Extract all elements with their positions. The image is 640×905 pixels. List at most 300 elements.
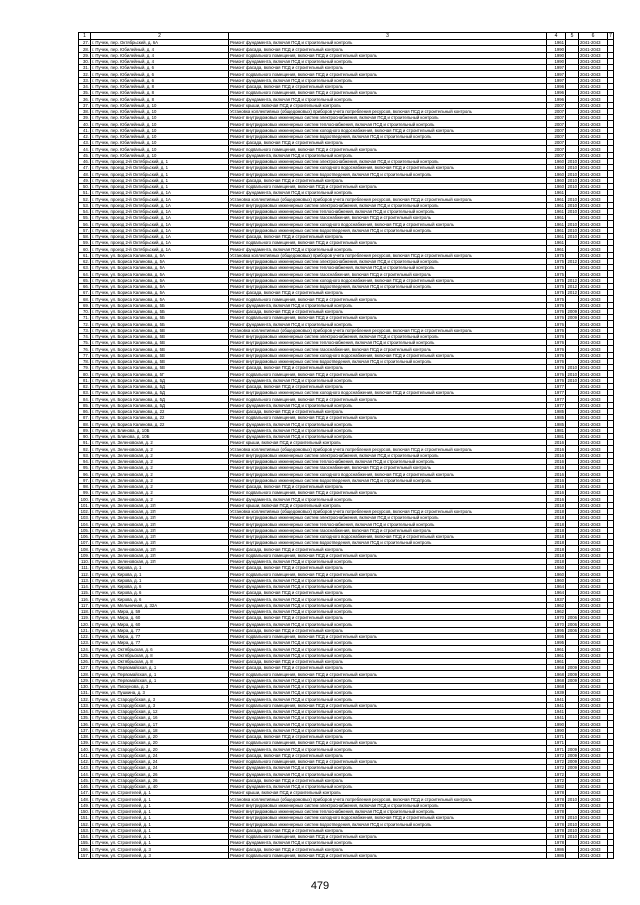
planned-period-cell: 2041-2043 [579, 490, 608, 496]
planned-period-cell: 2041-2043 [579, 627, 608, 633]
address-cell: г. Пучеж, ул. Зеленовская, д. 2 [91, 483, 229, 489]
planned-period-cell: 2041-2043 [579, 365, 608, 371]
build-year-cell: 1990 [547, 58, 566, 64]
build-year-cell: 1976 [547, 321, 566, 327]
planned-period-cell: 2041-2043 [579, 477, 608, 483]
build-year-cell: 2007 [547, 115, 566, 121]
planned-period-cell: 2041-2043 [579, 502, 608, 508]
work-type-cell: Ремонт внутридомовых инженерных систем водоотведения, включая ПСД и строительный контроль [229, 283, 547, 289]
planned-period-cell: 2041-2043 [579, 615, 608, 621]
planned-period-cell: 2041-2043 [579, 290, 608, 296]
last-repair-year-cell [566, 852, 579, 858]
address-cell: г. Пучеж, проезд 2-й Октябрьский, д. 1 [91, 158, 229, 164]
planned-period-cell: 2041-2043 [579, 596, 608, 602]
planned-period-cell: 2041-2043 [579, 852, 608, 858]
address-cell: г. Пучеж, ул. Бориса Калинова, д. 5В [91, 327, 229, 333]
work-type-cell: Ремонт фундамента, включая ПСД и строительный контроль [229, 727, 547, 733]
build-year-cell: 1961 [547, 658, 566, 664]
row-number: 125. [79, 652, 91, 658]
row-number: 37. [79, 102, 91, 108]
planned-period-cell: 2041-2043 [579, 777, 608, 783]
row-number: 157. [79, 852, 91, 858]
build-year-cell: 1976 [547, 340, 566, 346]
work-type-cell: Ремонт крыши, включая ПСД и строительный контроль [229, 102, 547, 108]
address-cell: г. Пучеж, пер. Юбилейный, д. 4 [91, 52, 229, 58]
row-number: 31. [79, 65, 91, 71]
last-repair-year-cell: 2010 [567, 815, 577, 821]
work-type-cell: Ремонт подвального помещения, включая ПСД и строительный контроль [229, 296, 547, 302]
row-number: 111. [79, 565, 91, 571]
work-type-cell: Ремонт подвального помещения, включая ПСД и строительный контроль [229, 415, 547, 421]
work-type-cell: Ремонт внутридомовых инженерных систем электроснабжения, включая ПСД и строительный контроль [229, 258, 547, 264]
row-number: 93. [79, 452, 91, 458]
build-year-cell: 1977 [547, 390, 566, 396]
build-year-cell: 1961 [547, 215, 566, 221]
address-cell: г. Пучеж, пер. Юбилейный, д. 10 [91, 152, 229, 158]
planned-period-cell: 2041-2043 [579, 721, 608, 727]
work-type-cell: Ремонт внутридомовых инженерных систем электроснабжения, включая ПСД и строительный контроль [229, 333, 547, 339]
row-number: 58. [79, 233, 91, 239]
row-number: 124. [79, 646, 91, 652]
row-number: 115. [79, 590, 91, 596]
build-year-cell: 1978 [547, 827, 566, 833]
row-number: 127. [79, 665, 91, 671]
row-number: 55. [79, 215, 91, 221]
work-type-cell: Ремонт крыши, включая ПСД и строительный контроль [229, 440, 547, 446]
planned-period-cell: 2041-2043 [579, 827, 608, 833]
row-number: 107. [79, 540, 91, 546]
build-year-cell: 1976 [547, 315, 566, 321]
address-cell: г. Пучеж, ул. Бориса Калинова, д. 5Д [91, 396, 229, 402]
address-cell: г. Пучеж, ул. Стародубская, д. 17 [91, 721, 229, 727]
build-year-cell: 1941 [547, 708, 566, 714]
planned-period-cell: 2041-2043 [579, 108, 608, 114]
work-type-cell: Ремонт фасада, включая ПСД и строительный контроль [229, 546, 547, 552]
build-year-cell: 1960 [547, 577, 566, 583]
work-type-cell: Ремонт фасада, включая ПСД и строительный контроль [229, 665, 547, 671]
work-type-cell: Ремонт фундамента, включая ПСД и строительный контроль [229, 771, 547, 777]
build-year-cell: 2018 [547, 527, 566, 533]
row-number: 133. [79, 702, 91, 708]
build-year-cell: 1960 [547, 177, 566, 183]
planned-period-cell: 2041-2043 [579, 540, 608, 546]
planned-period-cell: 2041-2043 [579, 146, 608, 152]
build-year-cell: 1968 [547, 665, 566, 671]
work-type-cell: Ремонт фундамента, включая ПСД и строительный контроль [229, 690, 547, 696]
row-number: 123. [79, 640, 91, 646]
planned-period-cell: 2041-2043 [579, 771, 608, 777]
planned-period-cell: 2041-2043 [579, 240, 608, 246]
planned-period-cell: 2041-2043 [579, 527, 608, 533]
address-cell: г. Пучеж, проезд 2-й Октябрьский, д. 1А [91, 215, 229, 221]
work-type-cell: Ремонт фундамента, включая ПСД и строительный контроль [229, 765, 547, 771]
row-number: 39. [79, 115, 91, 121]
row-number: 30. [79, 58, 91, 64]
last-repair-year-cell: 2009 [567, 752, 577, 758]
address-cell: г. Пучеж, ул. Зеленовская, д. 2 [91, 458, 229, 464]
address-cell: г. Пучеж, пер. Юбилейный, д. 8 [91, 96, 229, 102]
planned-period-cell: 2041-2043 [579, 508, 608, 514]
build-year-cell: 1962 [547, 608, 566, 614]
work-type-cell: Ремонт подвального помещения, включая ПСД и строительный контроль [229, 146, 547, 152]
work-type-cell: Ремонт подвального помещения, включая ПСД и строительный контроль [229, 852, 547, 858]
row-number: 80. [79, 371, 91, 377]
address-cell: г. Пучеж, ул. Бориса Калинова, д. 5В [91, 365, 229, 371]
address-cell: г. Пучеж, ул. Кирова, д. 1 [91, 577, 229, 583]
build-year-cell: 1977 [547, 383, 566, 389]
build-year-cell: 1961 [547, 221, 566, 227]
last-repair-year-cell: 2012 [567, 259, 577, 264]
build-year-cell: 1939 [547, 690, 566, 696]
row-number: 76. [79, 346, 91, 352]
build-year-cell: 1961 [547, 246, 566, 252]
planned-period-cell: 2041-2043 [579, 352, 608, 358]
address-cell: г. Пучеж, ул. Стародубская, д. 12 [91, 708, 229, 714]
planned-period-cell: 2041-2043 [579, 52, 608, 58]
planned-period-cell: 2041-2043 [579, 296, 608, 302]
address-cell: г. Пучеж, ул. Строителей, д. 1 [91, 821, 229, 827]
build-year-cell: 1964 [547, 583, 566, 589]
work-type-cell: Ремонт внутридомовых инженерных систем холодного водоснабжения, включая ПСД и строительный контроль [229, 221, 547, 227]
work-type-cell: Ремонт внутридомовых инженерных систем водоотведения, включая ПСД и строительный контроль [229, 227, 547, 233]
build-year-cell: 1970 [547, 615, 566, 621]
work-type-cell: Ремонт фундамента, включая ПСД и строительный контроль [229, 746, 547, 752]
last-repair-year-cell: 2009 [567, 665, 577, 671]
build-year-cell: 1976 [547, 371, 566, 377]
work-type-cell: Ремонт фасада, включая ПСД и строительный контроль [229, 383, 547, 389]
work-type-cell: Ремонт фасада, включая ПСД и строительный контроль [229, 177, 547, 183]
work-type-cell: Ремонт фундамента, включая ПСД и строительный контроль [229, 577, 547, 583]
address-cell: г. Пучеж, ул. Бориса Калинова, д. 5А [91, 283, 229, 289]
row-number: 97. [79, 477, 91, 483]
address-cell: г. Пучеж, ул. Бориса Калинова, д. 5А [91, 296, 229, 302]
build-year-cell: 1961 [547, 202, 566, 208]
planned-period-cell: 2041-2043 [579, 421, 608, 427]
row-number: 66. [79, 283, 91, 289]
build-year-cell: 1982 [547, 783, 566, 789]
address-cell: г. Пучеж, проезд 2-й Октябрьский, д. 1А [91, 190, 229, 196]
planned-period-cell: 2041-2043 [579, 677, 608, 683]
row-number: 137. [79, 727, 91, 733]
work-type-cell: Ремонт фасада, включая ПСД и строительный контроль [229, 590, 547, 596]
last-repair-year-cell: 2010 [567, 796, 577, 802]
build-year-cell: 1961 [547, 196, 566, 202]
build-year-cell: 1985 [547, 421, 566, 427]
planned-period-cell: 2041-2043 [579, 652, 608, 658]
address-cell: г. Пучеж, ул. Зеленовская, д. 2Л [91, 515, 229, 521]
row-number: 140. [79, 746, 91, 752]
address-cell: г. Пучеж, пер. Юбилейный, д. 10 [91, 146, 229, 152]
planned-period-cell: 2041-2043 [579, 252, 608, 258]
row-number: 46. [79, 158, 91, 164]
work-type-cell: Ремонт фасада, включая ПСД и строительный контроль [229, 565, 547, 571]
work-type-cell: Ремонт подвального помещения, включая ПСД и строительный контроль [229, 702, 547, 708]
last-repair-year-cell: 2012 [567, 284, 577, 289]
work-type-cell: Ремонт фасада, включая ПСД и строительный контроль [229, 615, 547, 621]
work-type-cell: Ремонт подвального помещения, включая ПСД и строительный контроль [229, 52, 547, 58]
work-type-cell: Ремонт внутридомовых инженерных систем газоснабжения, включая ПСД и строительный контроль [229, 215, 547, 221]
row-number: 102. [79, 508, 91, 514]
build-year-cell: 2018 [547, 508, 566, 514]
row-number: 82. [79, 383, 91, 389]
address-cell: г. Пучеж, пер. Юбилейный, д. 6 [91, 65, 229, 71]
address-cell: г. Пучеж, проезд 2-й Октябрьский, д. 1 [91, 165, 229, 171]
row-number: 147. [79, 790, 91, 796]
build-year-cell: 1986 [547, 852, 566, 858]
work-type-cell: Ремонт фундамента, включая ПСД и строительный контроль [229, 783, 547, 789]
address-cell: г. Пучеж, ул. Строителей, д. 1 [91, 840, 229, 846]
planned-period-cell: 2041-2043 [579, 515, 608, 521]
build-year-cell: 2007 [547, 133, 566, 139]
address-cell: г. Пучеж, пер. Юбилейный, д. 10 [91, 121, 229, 127]
build-year-cell: 1995 [547, 633, 566, 639]
planned-period-cell: 2041-2043 [579, 690, 608, 696]
row-number: 33. [79, 77, 91, 83]
planned-period-cell: 2041-2043 [579, 727, 608, 733]
work-type-cell: Ремонт фундамента, включая ПСД и строительный контроль [229, 246, 547, 252]
row-number: 57. [79, 227, 91, 233]
row-number: 29. [79, 52, 91, 58]
row-number: 52. [79, 196, 91, 202]
last-repair-year-cell: 2010 [567, 227, 577, 233]
work-type-cell: Ремонт подвального помещения, включая ПСД и строительный контроль [229, 740, 547, 746]
work-type-cell: Установка коллективных (общедомовых) приборов учета потребления ресурсов, включая ПСД и строительный контроль [229, 327, 547, 333]
build-year-cell: 1961 [547, 233, 566, 239]
planned-period-cell: 2041-2043 [579, 696, 608, 702]
build-year-cell: 2016 [547, 490, 566, 496]
row-number: 143. [79, 765, 91, 771]
address-cell: г. Пучеж, ул. Бориса Калинова, д. 22 [91, 415, 229, 421]
planned-period-cell: 2041-2043 [579, 402, 608, 408]
row-number: 50. [79, 183, 91, 189]
row-number: 79. [79, 365, 91, 371]
row-number: 130. [79, 683, 91, 689]
address-cell: г. Пучеж, ул. Бориса Калинова, д. 5А [91, 277, 229, 283]
work-type-cell: Ремонт фундамента, включая ПСД и строительный контроль [229, 321, 547, 327]
address-cell: г. Пучеж, ул. Мира, д. 77 [91, 627, 229, 633]
row-number: 71. [79, 315, 91, 321]
planned-period-cell: 2041-2043 [579, 246, 608, 252]
work-type-cell: Ремонт фундамента, включая ПСД и строительный контроль [229, 496, 547, 502]
header-col-5: 5 [566, 33, 579, 40]
last-repair-year-cell: 2010 [567, 209, 577, 214]
planned-period-cell: 2041-2043 [579, 802, 608, 808]
build-year-cell: 2018 [547, 515, 566, 521]
build-year-cell: 1976 [547, 302, 566, 308]
address-cell: г. Пучеж, ул. Бориса Калинова, д. 22 [91, 421, 229, 427]
address-cell: г. Пучеж, ул. Кирова, д. 1 [91, 571, 229, 577]
planned-period-cell: 2041-2043 [579, 796, 608, 802]
row-number: 90. [79, 433, 91, 439]
row-number: 100. [79, 496, 91, 502]
row-number: 67. [79, 290, 91, 296]
work-type-cell: Ремонт фундамента, включая ПСД и строительный контроль [229, 602, 547, 608]
planned-period-cell: 2041-2043 [579, 315, 608, 321]
work-type-cell: Ремонт внутридомовых инженерных систем теплоснабжения, включая ПСД и строительный контроль [229, 265, 547, 271]
work-type-cell: Ремонт внутридомовых инженерных систем теплоснабжения, включая ПСД и строительный контроль [229, 208, 547, 214]
build-year-cell: 1971 [547, 733, 566, 739]
build-year-cell: 2018 [547, 533, 566, 539]
row-number: 121. [79, 627, 91, 633]
address-cell: г. Пучеж, ул. Блинова, д. 10Б [91, 427, 229, 433]
last-repair-year-cell: 2006 [567, 627, 577, 633]
work-type-cell: Ремонт фасада, включая ПСД и строительный контроль [229, 290, 547, 296]
row-number: 113. [79, 577, 91, 583]
row-number: 38. [79, 108, 91, 114]
work-type-cell: Ремонт фундамента, включая ПСД и строительный контроль [229, 152, 547, 158]
row-number: 148. [79, 796, 91, 802]
build-year-cell: 1961 [547, 652, 566, 658]
build-year-cell: 1990 [547, 721, 566, 727]
work-type-cell: Ремонт фундамента, включая ПСД и строительный контроль [229, 646, 547, 652]
build-year-cell: 1975 [547, 296, 566, 302]
build-year-cell: 1996 [547, 83, 566, 89]
planned-period-cell: 2041-2043 [579, 746, 608, 752]
planned-period-cell: 2041-2043 [579, 346, 608, 352]
build-year-cell: 1960 [547, 183, 566, 189]
work-type-cell: Ремонт фундамента, включая ПСД и строительный контроль [229, 558, 547, 564]
build-year-cell: 2007 [547, 121, 566, 127]
address-cell: г. Пучеж, ул. Зеленовская, д. 2 [91, 465, 229, 471]
address-cell: г. Пучеж, ул. Зеленовская, д. 2 [91, 471, 229, 477]
work-type-cell: Ремонт внутридомовых инженерных систем теплоснабжения, включая ПСД и строительный контроль [229, 121, 547, 127]
work-type-cell: Ремонт внутридомовых инженерных систем электроснабжения, включая ПСД и строительный контроль [229, 202, 547, 208]
build-year-cell: 1961 [547, 208, 566, 214]
planned-period-cell: 2041-2043 [579, 308, 608, 314]
planned-period-cell: 2041-2043 [579, 408, 608, 414]
planned-period-cell: 2041-2043 [579, 640, 608, 646]
build-year-cell: 1976 [547, 327, 566, 333]
address-cell: г. Пучеж, ул. Строителей, д. 1 [91, 827, 229, 833]
build-year-cell: 1975 [547, 283, 566, 289]
build-year-cell: 2018 [547, 552, 566, 558]
last-repair-year-cell: 2012 [567, 290, 577, 296]
address-cell: г. Пучеж, ул. Стародубская, д. 18 [91, 727, 229, 733]
work-type-cell: Ремонт фундамента, включая ПСД и строительный контроль [229, 708, 547, 714]
build-year-cell: 1961 [547, 227, 566, 233]
address-cell: г. Пучеж, ул. Зеленовская, д. 2 [91, 477, 229, 483]
work-type-cell: Ремонт внутридомовых инженерных систем холодного водоснабжения, включая ПСД и строительный контроль [229, 277, 547, 283]
row-number: 126. [79, 658, 91, 664]
work-type-cell: Ремонт фасада, включая ПСД и строительный контроль [229, 733, 547, 739]
planned-period-cell: 2041-2043 [579, 715, 608, 721]
last-repair-year-cell: 2010 [567, 371, 577, 377]
build-year-cell: 1976 [547, 308, 566, 314]
work-type-cell: Ремонт фасада, включая ПСД и строительный контроль [229, 83, 547, 89]
planned-period-cell: 2041-2043 [579, 621, 608, 627]
planned-period-cell: 2041-2043 [579, 140, 608, 146]
work-type-cell: Ремонт внутридомовых инженерных систем газоснабжения, включая ПСД и строительный контроль [229, 271, 547, 277]
planned-period-cell: 2041-2043 [579, 658, 608, 664]
work-type-cell: Ремонт внутридомовых инженерных систем теплоснабжения, включая ПСД и строительный контроль [229, 808, 547, 814]
row-number: 99. [79, 490, 91, 496]
build-year-cell: 2016 [547, 465, 566, 471]
planned-period-cell: 2041-2043 [579, 190, 608, 196]
address-cell: г. Пучеж, пер. Юбилейный, д. 10 [91, 115, 229, 121]
row-number: 40. [79, 121, 91, 127]
address-cell: г. Пучеж, ул. Зеленовская, д. 2 [91, 440, 229, 446]
build-year-cell: 1995 [547, 627, 566, 633]
work-type-cell: Ремонт подвального помещения, включая ПСД и строительный контроль [229, 758, 547, 764]
build-year-cell: 1937 [547, 596, 566, 602]
planned-period-cell: 2041-2043 [579, 183, 608, 189]
last-repair-year-cell: 2010 [567, 159, 577, 164]
work-type-cell: Ремонт фасада, включая ПСД и строительный контроль [229, 46, 547, 52]
planned-period-cell: 2041-2043 [579, 115, 608, 121]
build-year-cell: 1960 [547, 171, 566, 177]
work-type-cell: Ремонт фундамента, включая ПСД и строительный контроль [229, 58, 547, 64]
address-cell: г. Пучеж, ул. Зеленовская, д. 2 [91, 452, 229, 458]
address-cell: г. Пучеж, ул. Строителей, д. 1 [91, 815, 229, 821]
build-year-cell: 1977 [547, 396, 566, 402]
work-type-cell: Ремонт внутридомовых инженерных систем водоотведения, включая ПСД и строительный контроль [229, 133, 547, 139]
address-cell: г. Пучеж, ул. Первомайская, д. 1 [91, 677, 229, 683]
work-type-cell: Ремонт фасада, включая ПСД и строительный контроль [229, 752, 547, 758]
work-type-cell: Ремонт подвального помещения, включая ПСД и строительный контроль [229, 633, 547, 639]
row-number: 146. [79, 783, 91, 789]
work-type-cell: Ремонт внутридомовых инженерных систем водоотведения, включая ПСД и строительный контроль [229, 821, 547, 827]
address-cell: г. Пучеж, ул. Мира, д. 77 [91, 640, 229, 646]
address-cell: г. Пучеж, проезд 2-й Октябрьский, д. 1А [91, 202, 229, 208]
build-year-cell: 1985 [547, 415, 566, 421]
row-number: 142. [79, 758, 91, 764]
planned-period-cell: 2041-2043 [579, 102, 608, 108]
planned-period-cell: 2041-2043 [579, 790, 608, 796]
row-number: 153. [79, 827, 91, 833]
row-number: 101. [79, 502, 91, 508]
address-cell: г. Пучеж, ул. Бориса Калинова, д. 5Б [91, 315, 229, 321]
last-repair-year-cell: 2010 [567, 184, 577, 189]
build-year-cell: 1997 [547, 65, 566, 71]
planned-period-cell: 2041-2043 [579, 208, 608, 214]
row-number: 44. [79, 146, 91, 152]
planned-period-cell: 2041-2043 [579, 58, 608, 64]
build-year-cell: 1990 [547, 52, 566, 58]
row-number: 88. [79, 421, 91, 427]
build-year-cell: 1978 [547, 840, 566, 846]
work-type-cell: Ремонт крыши, включая ПСД и строительный контроль [229, 790, 547, 796]
work-type-cell: Ремонт фундамента, включая ПСД и строительный контроль [229, 402, 547, 408]
address-cell: г. Пучеж, ул. Стародубская, д. 16 [91, 715, 229, 721]
address-cell: г. Пучеж, пер. Октябрьский, д. 6А [91, 40, 229, 46]
planned-period-cell: 2041-2043 [579, 496, 608, 502]
planned-period-cell: 2041-2043 [579, 740, 608, 746]
work-type-cell: Ремонт фундамента, включая ПСД и строительный контроль [229, 640, 547, 646]
address-cell: г. Пучеж, ул. Строителей, д. 1 [91, 808, 229, 814]
address-cell: г. Пучеж, ул. Зеленовская, д. 2Л [91, 546, 229, 552]
address-cell: г. Пучеж, ул. Стародубская, д. 20 [91, 746, 229, 752]
build-year-cell: 1968 [547, 671, 566, 677]
build-year-cell: 1972 [547, 758, 566, 764]
address-cell: г. Пучеж, проезд 2-й Октябрьский, д. 1А [91, 233, 229, 239]
row-number: 41. [79, 127, 91, 133]
address-cell: г. Пучеж, проезд 2-й Октябрьский, д. 1 [91, 183, 229, 189]
planned-period-cell: 2041-2043 [579, 133, 608, 139]
address-cell: г. Пучеж, проезд 2-й Октябрьский, д. 1А [91, 240, 229, 246]
planned-period-cell: 2041-2043 [579, 633, 608, 639]
build-year-cell: 2016 [547, 458, 566, 464]
row-number: 28. [79, 46, 91, 52]
planned-period-cell: 2041-2043 [579, 90, 608, 96]
address-cell: г. Пучеж, ул. Пискунова, д. 3 [91, 683, 229, 689]
last-repair-year-cell: 2010 [567, 834, 577, 839]
work-type-cell: Ремонт фундамента, включая ПСД и строительный контроль [229, 715, 547, 721]
address-cell: г. Пучеж, ул. Зеленовская, д. 2 [91, 446, 229, 452]
address-cell: г. Пучеж, пер. Юбилейный, д. 10 [91, 102, 229, 108]
address-cell: г. Пучеж, ул. Бориса Калинова, д. 5В [91, 346, 229, 352]
address-cell: г. Пучеж, ул. Кирова, д. 1 [91, 565, 229, 571]
work-type-cell: Ремонт подвального помещения, включая ПСД и строительный контроль [229, 71, 547, 77]
